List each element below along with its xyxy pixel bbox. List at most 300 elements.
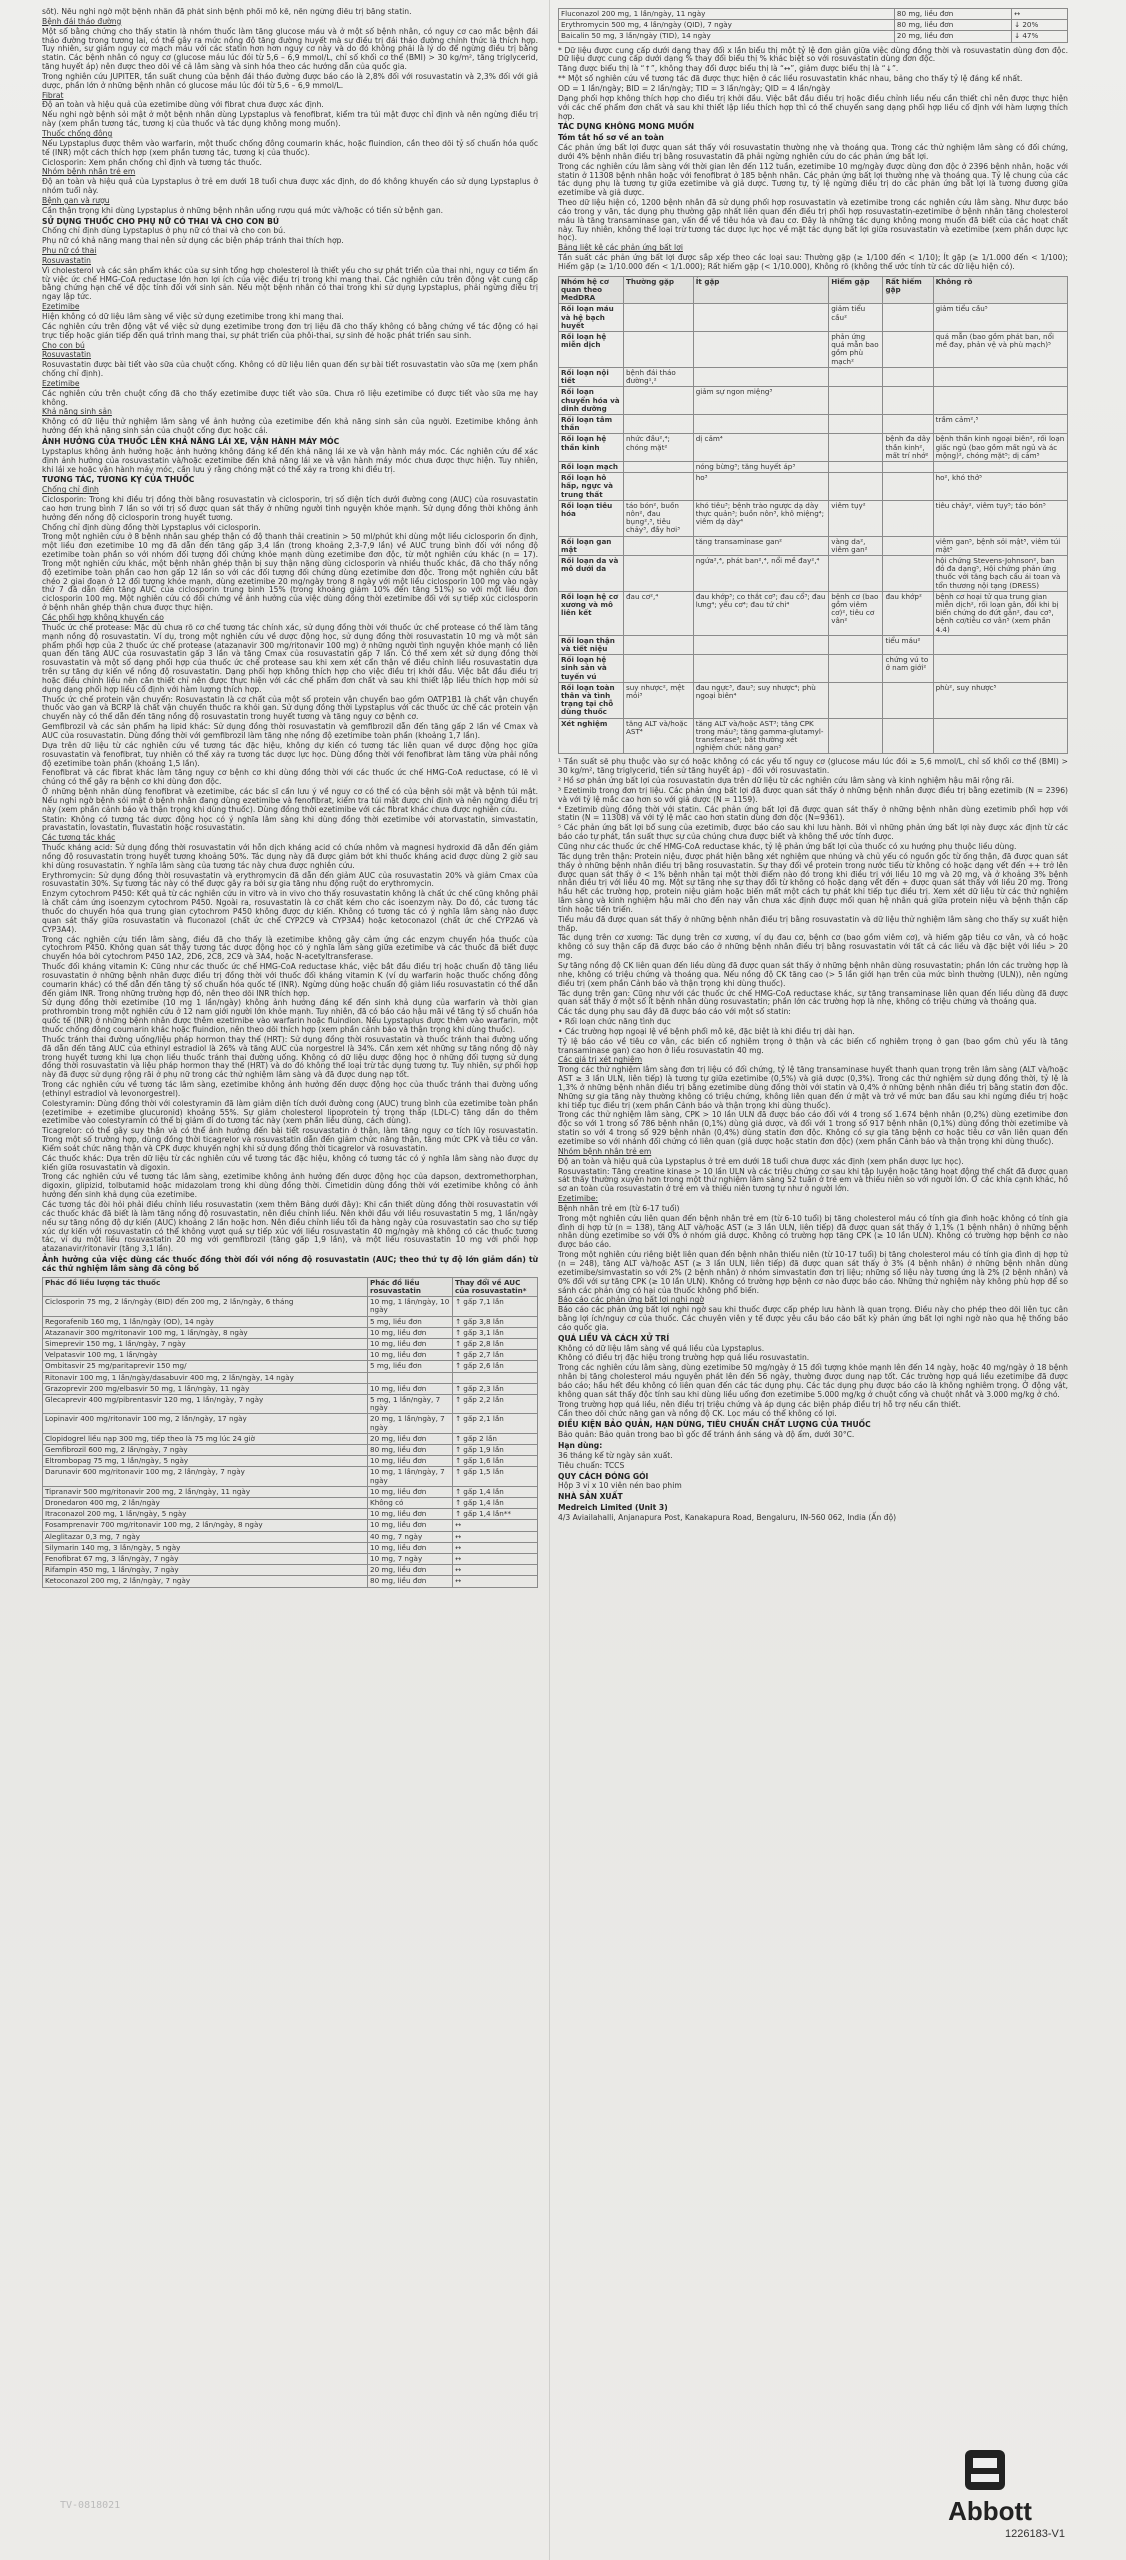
section-heading: QUÁ LIỀU VÀ CÁCH XỬ TRÍ xyxy=(558,1333,670,1343)
table-cell xyxy=(624,655,694,683)
section-heading: Ảnh hưởng của việc dùng các thuốc đồng thời đối với nồng độ rosuvastatin (AUC; theo thứ tự độ lớn giảm dần) từ các thử nghiệm lâm sàng đã công bố xyxy=(42,1255,538,1273)
table-cell: nóng bừng³; tăng huyết áp³ xyxy=(693,461,828,472)
body-paragraph: Gemfibrozil và các sản phẩm hạ lipid khác: Sử dụng đồng thời rosuvastatin và gemfibrozil dẫn đến tăng gấp 2 lần về Cmax và AUC của rosuvastatin. Dùng đồng thời với gemfibrozil làm tăng nhẹ nồng độ ezetimibe toàn phần (khoảng 1,7 lần). xyxy=(42,722,538,740)
table-header-cell: Thường gặp xyxy=(624,276,694,304)
table-row xyxy=(559,332,1068,368)
table-cell: Ciclosporin 75 mg, 2 lần/ngày (BID) đến 200 mg, 2 lần/ngày, 6 tháng xyxy=(43,1297,368,1316)
table-cell: 10 mg, liều đơn xyxy=(368,1383,453,1394)
table-cell xyxy=(693,414,828,433)
table-cell: ↑ gấp 2,6 lần xyxy=(453,1361,538,1372)
table-row xyxy=(43,1327,538,1338)
table-cell: ↑ gấp 1,4 lần xyxy=(453,1486,538,1497)
table-cell: 10 mg, 1 lần/ngày, 7 ngày xyxy=(368,1467,453,1486)
subsection-heading: Cho con bú xyxy=(42,340,85,350)
table-row xyxy=(43,1350,538,1361)
body-paragraph: Tiểu máu đã được quan sát thấy ở những bệnh nhân điều trị bằng rosuvastatin và dữ liệu thử nghiệm lâm sàng cho thấy sự xuất hiện thấp. xyxy=(558,914,1068,933)
ddi-table xyxy=(42,1277,538,1588)
body-paragraph: OD = 1 lần/ngày; BID = 2 lần/ngày; TID = 3 lần/ngày; QID = 4 lần/ngày xyxy=(558,83,831,93)
table-cell: ↑ gấp 1,4 lần** xyxy=(453,1509,538,1520)
table-cell: tăng ALT và/hoặc AST³; tăng CPK trong máu³; tăng gamma-glutamyl-transferase³; bất thường xét nghiệm chức năng gan³ xyxy=(693,718,828,754)
subsection-heading: Bảng liệt kê các phản ứng bất lợi xyxy=(558,243,683,253)
subsection-heading: Phụ nữ có thai xyxy=(42,246,97,256)
right-text-block-b xyxy=(558,758,1068,1522)
table-cell: ↑ gấp 3,8 lần xyxy=(453,1316,538,1327)
table-cell: 80 mg, liều đơn xyxy=(368,1576,453,1587)
table-row xyxy=(43,1383,538,1394)
table-cell: Atazanavir 300 mg/ritonavir 100 mg, 1 lần/ngày, 8 ngày xyxy=(43,1327,368,1338)
table-header-cell: Nhóm hệ cơ quan theo MedDRA xyxy=(559,276,624,304)
table-cell: Darunavir 600 mg/ritonavir 100 mg, 2 lần/ngày, 7 ngày xyxy=(43,1467,368,1486)
body-paragraph: Nếu Lypstaplus được thêm vào warfarin, một thuốc chống đông coumarin khác, hoặc fluindion, cần theo dõi tỷ số chuẩn hóa quốc tế (INR) một cách thích hợp (xem phần tương tác, tương kị của thuốc). xyxy=(42,138,538,157)
table-cell: hội chứng Stevens-Johnson², ban đỏ đa dạng⁵, Hội chứng phản ứng thuốc với tăng bạch cầu ái toan và tổn thương nội tạng (DRESS) xyxy=(933,555,1067,591)
table-cell xyxy=(829,461,883,472)
table-cell: Glecaprevir 400 mg/pibrentasvir 120 mg, 1 lần/ngày, 7 ngày xyxy=(43,1394,368,1413)
body-paragraph: Lypstaplus không ảnh hưởng hoặc ảnh hưởng không đáng kể đến khả năng lái xe và vận hành máy móc. Các nghiên cứu để xác định ảnh hưởng của rosuvastatin và/hoặc ezetimibe đến khả năng lái xe và vận hành máy móc chưa được thực hiện. Tuy nhiên, khi lái xe hoặc vận hành máy móc, cần lưu ý rằng chóng mặt có thể xảy ra trong khi điều trị. xyxy=(42,446,538,474)
body-paragraph: * Dữ liệu được cung cấp dưới dạng thay đổi x lần biểu thị một tỷ lệ đơn giản giữa việc dùng đồng thời và rosuvastatin dùng đơn độc. Dữ liệu được cung cấp dưới dạng % thay đổi biểu thị % khác biệt so với rosuvastatin dùng đơn độc. xyxy=(558,45,1068,64)
table-header-row xyxy=(43,1277,538,1296)
table-cell: tăng ALT và/hoặc AST⁴ xyxy=(624,718,694,754)
table-cell xyxy=(829,367,883,386)
table-row xyxy=(43,1509,538,1520)
table-cell: giảm tiểu cầu² xyxy=(829,304,883,332)
table-cell xyxy=(693,367,828,386)
body-paragraph: Báo cáo các phản ứng bất lợi nghi ngờ sau khi thuốc được cấp phép lưu hành là quan trọng. Điều này cho phép theo dõi liên tục cân bằng lợi ích/nguy cơ của thuốc. Các chuyên viên y tế được yêu cầu báo cáo bất kỳ phản ứng bất lợi nghi ngờ nào qua hệ thống báo cáo quốc gia. xyxy=(558,1305,1068,1332)
table-cell: Rối loạn hệ cơ xương và mô liên kết xyxy=(559,591,624,635)
table-cell xyxy=(624,473,694,501)
body-paragraph: Bảo quản: Bảo quản trong bao bì gốc để tránh ánh sáng và độ ẩm, dưới 30°C. xyxy=(558,1430,855,1440)
table-cell: ho², khó thở⁵ xyxy=(933,473,1067,501)
table-cell: 10 mg, liều đơn xyxy=(368,1509,453,1520)
abbott-logo xyxy=(915,2448,1065,2548)
table-cell xyxy=(624,304,694,332)
table-row xyxy=(559,500,1068,536)
section-heading: TÁC DỤNG KHÔNG MONG MUỐN xyxy=(558,122,695,132)
ddi-table-continued xyxy=(558,8,1068,43)
table-cell: táo bón², buồn nôn², đau bụng²,³, tiêu chảy³, đầy hơi³ xyxy=(624,500,694,536)
subsection-heading: Các giá trị xét nghiệm xyxy=(558,1055,643,1065)
body-paragraph: Tỷ lệ báo cáo về tiêu cơ vân, các biến cố nghiêm trọng ở thận và các biến cố nghiêm trọng ở gan (bao gồm chủ yếu là tăng transaminase gan) cao hơn ở liều rosuvastatin 40 mg. xyxy=(558,1036,1068,1055)
body-paragraph: Thuốc ức chế protease: Mặc dù chưa rõ cơ chế tương tác chính xác, sử dụng đồng thời với thuốc ức chế protease có thể làm tăng mạnh nồng độ rosuvastatin. Ví dụ, trong một nghiên cứu về dược động học, sử dụng đồng thời rosuvastatin 10 mg và một sản phẩm phối hợp của 2 thuốc ức chế protease (atazanavir 300 mg/ritonavir 100 mg) ở những người tình nguyện khỏe mạnh có liên quan đến tăng AUC của rosuvastatin gấp 3 lần và tăng Cmax của rosuvastatin gấp 7 lần. Có thể xem xét sử dụng đồng thời rosuvastatin và một số dạng phối hợp của thuốc ức chế protease sau khi xem xét cẩn thận về điều chỉnh liều rosuvastatin dựa trên sự tăng dự kiến về nồng độ rosuvastatin. Dạng phối hợp không thích hợp cho việc điều trị khởi đầu. Việc bắt đầu điều trị hoặc điều chỉnh liều nên căn thiết chỉ nên được thực hiện với các chế phẩm đơn chất và sau khi thiết lập liều thích hợp mới sử dụng dạng phối hợp liều cố định với hàm lượng thích hợp. xyxy=(42,622,538,694)
table-cell: Rối loạn máu và hệ bạch huyết xyxy=(559,304,624,332)
body-paragraph: Nếu nghi ngờ bệnh sỏi mật ở một bệnh nhân dùng Lypstaplus và fenofibrat, kiểm tra túi mật được chỉ định và nên ngừng điều trị này (xem phần tương tác, tương kị của thuốc và tác dụng không mong muốn). xyxy=(42,110,538,129)
table-cell: Rối loạn hệ sinh sản và tuyến vú xyxy=(559,655,624,683)
table-cell: 20 mg, liều đơn xyxy=(894,31,1011,42)
table-row xyxy=(559,718,1068,754)
table-cell: ↑ gấp 1,4 lần xyxy=(453,1498,538,1509)
body-paragraph: Rosuvastatin: Tăng creatine kinase > 10 lần ULN và các triệu chứng cơ sau khi tập luyện hoặc tăng hoạt động thể chất đã được quan sát thấy thường xuyên hơn trong một thử nghiệm lâm sàng 52 tuần ở trẻ em và thiếu niên so với người lớn. Ở các khía cạnh khác, hồ sơ an toàn của rosuvastatin ở trẻ em và thiếu niên tương tự như ở người lớn. xyxy=(558,1166,1068,1194)
subsection-heading: Bệnh gan và rượu xyxy=(42,195,110,205)
body-paragraph: Tiêu chuẩn: TCCS xyxy=(558,1460,625,1470)
table-row xyxy=(43,1520,538,1531)
table-cell: ↔ xyxy=(453,1554,538,1565)
section-heading: ẢNH HƯỞNG CỦA THUỐC LÊN KHẢ NĂNG LÁI XE, VẬN HÀNH MÁY MÓC xyxy=(42,436,340,446)
table-cell xyxy=(883,682,933,718)
table-cell xyxy=(624,555,694,591)
abbott-logo-icon xyxy=(963,2448,1007,2492)
table-row xyxy=(559,536,1068,555)
table-cell: Ombitasvir 25 mg/paritaprevir 150 mg/ xyxy=(43,1361,368,1372)
table-cell xyxy=(933,718,1067,754)
table-cell: giảm sự ngon miệng³ xyxy=(693,387,828,415)
table-row xyxy=(43,1498,538,1509)
body-paragraph: Trong các nghiên cứu về tương tác lâm sàng, ezetimibe không ảnh hưởng đến dược động học của dapson, dextromethorphan, digoxin, glipizid, tolbutamid hoặc midazolam trong khi dùng đồng thời. Cimetidin dùng đồng thời với ezetimibe không có ảnh hưởng đến sinh khả dụng của ezetimibe. xyxy=(42,1172,538,1200)
body-paragraph: Theo dữ liệu hiện có, 1200 bệnh nhân đã sử dụng phối hợp rosuvastatin và ezetimibe trong các nghiên cứu lâm sàng. Như được báo cáo trong y văn, tác dụng phụ thường gặp nhất liên quan đến điều trị phối hợp rosuvastatin-ezetimibe ở bệnh nhân tăng cholesterol máu là tăng transaminase gan, vấn đề về tiêu hóa và đau cơ. Đây là những tác dụng không mong muốn đã biết của các hoạt chất này. Tuy nhiên, không thể loại trừ tương tác dược lực học về mặt tác dụng bất lợi giữa rosuvastatin và ezetimibe (xem phần dược lực học). xyxy=(558,198,1068,243)
body-paragraph: Các thuốc khác: Dựa trên dữ liệu từ các nghiên cứu về tương tác đặc hiệu, không có tương tác có ý nghĩa lâm sàng nào được dự kiến giữa rosuvastatin và digoxin. xyxy=(42,1153,538,1172)
table-cell: Eltrombopag 75 mg, 1 lần/ngày, 5 ngày xyxy=(43,1456,368,1467)
body-paragraph: Thuốc ức chế protein vận chuyển: Rosuvastatin là cơ chất của một số protein vận chuyển bao gồm OATP1B1 là chất vận chuyển thuốc vào gan và BCRP là chất vận chuyển thuốc ra khỏi gan. Sử dụng đồng thời Lypstaplus với các thuốc ức chế các protein vận chuyển này có thể dẫn đến tăng nồng độ rosuvastatin trong huyết tương và tăng nguy cơ bệnh cơ. xyxy=(42,694,538,722)
table-cell: ↑ gấp 3,1 lần xyxy=(453,1327,538,1338)
table-row xyxy=(559,31,1068,42)
body-paragraph: Không có dữ liệu thử nghiệm lâm sàng về ảnh hưởng của ezetimibe đến khả năng sinh sản của người. Ezetimibe không ảnh hưởng đến khả năng sinh sản của chuột cống đực hoặc cái. xyxy=(42,417,538,436)
table-cell: 80 mg, liều đơn xyxy=(368,1445,453,1456)
body-paragraph: Không có điều trị đặc hiệu trong trường hợp quá liều rosuvastatin. xyxy=(558,1353,810,1363)
table-cell: phù², suy nhược⁵ xyxy=(933,682,1067,718)
body-paragraph: 4/3 Aviailahalli, Anjanapura Post, Kanakapura Road, Bengaluru, IN-560 062, India (Ấn độ) xyxy=(558,1512,897,1522)
body-paragraph: Trong một nghiên cứu riêng biệt liên quan đến bệnh nhân thiếu niên (từ 10-17 tuổi) bị tăng cholesterol máu có tính gia đình dị hợp tử (n = 248), tăng ALT và/hoặc AST (≥ 3 lần ULN, liên tiếp) đã được quan sát thấy ở 3% (4 bệnh nhân) ở những bệnh nhân dùng ezetimibe/simvastatin so với 2% (2 bệnh nhân) ở nhóm simvastatin đơn trị liệu; những số liệu này tương ứng là 2% (2 bệnh nhân) và 0% đối với sự tăng CPK (≥ 10 lần ULN). Không có trường hợp bệnh cơ nào được báo cáo. Những thử nghiệm này không phù hợp để so sánh các phản ứng có hại của thuốc không phổ biến. xyxy=(558,1250,1068,1295)
table-cell xyxy=(883,387,933,415)
table-cell: Rối loạn chuyển hóa và dinh dưỡng xyxy=(559,387,624,415)
table-cell: Fenofibrat 67 mg, 3 lần/ngày, 7 ngày xyxy=(43,1554,368,1565)
body-paragraph: Ở những bệnh nhân dùng fenofibrat và ezetimibe, các bác sĩ cần lưu ý về nguy cơ có thể có của bệnh sỏi mật và bệnh túi mật. Nếu nghi ngờ bệnh sỏi mật ở bệnh nhân đang dùng ezetimibe và fenofibrat, kiểm tra túi mật được chỉ định và nên ngừng điều trị này (xem phần cảnh báo và thận trọng khi dùng thuốc). Dùng đồng thời ezetimibe với các fibrat khác chưa được nghiên cứu. xyxy=(42,787,538,814)
table-cell: Rối loạn mạch xyxy=(559,461,624,472)
table-cell: viêm gan⁵, bệnh sỏi mật⁵, viêm túi mật⁵ xyxy=(933,536,1067,555)
table-cell xyxy=(933,367,1067,386)
table-row xyxy=(43,1316,538,1327)
table-cell: Silymarin 140 mg, 3 lần/ngày, 5 ngày xyxy=(43,1542,368,1553)
table-cell: Gemfibrozil 600 mg, 2 lần/ngày, 7 ngày xyxy=(43,1445,368,1456)
table-cell: tiêu chảy², viêm tụy⁵; táo bón⁵ xyxy=(933,500,1067,536)
table-cell: ↑ gấp 1,5 lần xyxy=(453,1467,538,1486)
table-row xyxy=(559,682,1068,718)
table-row xyxy=(43,1542,538,1553)
body-paragraph: Thuốc tránh thai đường uống/liệu pháp hormon thay thế (HRT): Sử dụng đồng thời rosuvastatin và thuốc tránh thai đường uống đã dẫn đến tăng AUC của ethinyl estradiol là 26% và tăng AUC của norgestrel là 34%. Cần xem xét những sự tăng nồng độ này trong huyết tương khi lựa chọn liều thuốc tránh thai đường uống. Không có dữ liệu dược động học ở những đối tượng sử dụng đồng thời rosuvastatin và liệu pháp hormon thay thế (HRT) và do đó không thể loại trừ tác dụng tương tự. Tuy nhiên, sự phối hợp này đã được sử dụng rộng rãi ở phụ nữ trong các thử nghiệm lâm sàng và đã được dung nạp tốt. xyxy=(42,1034,538,1080)
table-row xyxy=(43,1361,538,1372)
left-text-block xyxy=(42,8,538,1274)
body-paragraph: Phụ nữ có khả năng mang thai nên sử dụng các biện pháp tránh thai thích hợp. xyxy=(42,236,344,246)
table-cell: Rối loạn da và mô dưới da xyxy=(559,555,624,591)
table-cell: ↑ gấp 2,2 lần xyxy=(453,1394,538,1413)
table-cell: vàng da², viêm gan² xyxy=(829,536,883,555)
body-paragraph: Tác dụng trên cơ xương: Tác dụng trên cơ xương, ví dụ đau cơ, bệnh cơ (bao gồm viêm cơ), và hiếm gặp tiêu cơ vân, và có hoặc không có suy thận cấp đã được báo cáo ở những bệnh nhân điều trị bằng rosuvastatin với tất cả các liều và đặc biệt với liều > 20 mg. xyxy=(558,933,1068,961)
table-cell: Tipranavir 500 mg/ritonavir 200 mg, 2 lần/ngày, 11 ngày xyxy=(43,1486,368,1497)
table-row xyxy=(43,1414,538,1433)
body-paragraph: 36 tháng kể từ ngày sản xuất. xyxy=(558,1450,673,1460)
subsection-heading: Các tương tác khác xyxy=(42,833,116,843)
body-paragraph: Không có dữ liệu lâm sàng về quá liều của Lypstaplus. xyxy=(558,1343,765,1353)
body-paragraph: Các nghiên cứu trên động vật về việc sử dụng ezetimibe trong đơn trị liệu đã cho thấy không có bằng chứng về tác động có hại trực tiếp hoặc gián tiếp đến quá trình mang thai, sự phát triển của phôi-thai, sự sinh đẻ hoặc phát triển sau sinh. xyxy=(42,321,538,340)
table-cell xyxy=(883,367,933,386)
body-paragraph: Trong các nghiên cứu lâm sàng, dùng ezetimibe 50 mg/ngày ở 15 đối tượng khỏe mạnh lên đến 14 ngày, hoặc 40 mg/ngày ở 18 bệnh nhân bị tăng cholesterol máu nguyên phát lên đến 56 ngày, thường được dung nạp tốt. Các trường hợp quá liều ezetimibe đã được báo cáo; hầu hết đều không có liên quan đến các tác dụng phụ. Các tác dụng phụ được báo cáo là không nghiêm trọng. Ở động vật, không quan sát thấy độc tính sau khi dùng liều uống đơn ezetimibe 5.000 mg/kg ở chuột cống và chuột nhắt và 3.000 mg/kg ở chó. xyxy=(558,1363,1068,1399)
body-paragraph: Trong nghiên cứu JUPITER, tần suất chung của bệnh đái tháo đường được báo cáo là 2,8% đối với rosuvastatin và 2,3% đối với giả dược, phần lớn ở những bệnh nhân có glucose máu lúc đói từ 5,6 – 6,9 mmol/L. xyxy=(42,71,538,90)
subsection-heading: Báo cáo các phản ứng bất lợi nghi ngờ xyxy=(558,1295,704,1305)
subsection-heading: Khả năng sinh sản xyxy=(42,407,112,417)
table-cell: 80 mg, liều đơn xyxy=(894,20,1011,31)
table-cell: Clopidogrel liều nạp 300 mg, tiếp theo là 75 mg lúc 24 giờ xyxy=(43,1433,368,1444)
body-paragraph: Erythromycin: Sử dụng đồng thời rosuvastatin và erythromycin đã dẫn đến giảm AUC của rosuvastatin 20% và giảm Cmax của rosuvastatin 30%. Sự tương tác này có thể được gây ra bởi sự gia tăng nhu động ruột do erythromycin. xyxy=(42,870,538,889)
body-paragraph: Trong các nghiên cứu lâm sàng với thời gian lên đến 112 tuần, ezetimibe 10 mg/ngày được dùng đơn độc ở 2396 bệnh nhân, hoặc với statin ở 11308 bệnh nhân hoặc với fenofibrat ở 185 bệnh nhân. Các phản ứng bất lợi thường nhẹ và thoáng qua. Tỷ lệ chung của các tác dụng phụ là tương tự giữa ezetimibe và giả dược. Tương tự, tỷ lệ ngừng điều trị do các phản ứng bất lợi là tương đương giữa ezetimibe và giả dược. xyxy=(558,161,1068,198)
table-cell: Không có xyxy=(368,1498,453,1509)
table-cell: ↑ gấp 7,1 lần xyxy=(453,1297,538,1316)
body-paragraph: Hiện không có dữ liệu lâm sàng về việc sử dụng ezetimibe trong khi mang thai. xyxy=(42,312,344,321)
body-paragraph: Tác dụng trên thận: Protein niệu, được phát hiện bằng xét nghiệm que nhúng và chủ yếu có nguồn gốc từ ống thận, đã được quan sát thấy ở những bệnh nhân điều trị bằng rosuvastatin. Sự thay đổi về protein trong nước tiểu từ không có hoặc dạng vết đến ++ trở lên được quan sát thấy ở < 1% bệnh nhân tại một thời điểm nào đó trong khi điều trị với liều 10 mg và 20 mg, và ở khoảng 3% bệnh nhân điều trị với liều 40 mg. Một sự tăng nhẹ sự thay đổi từ không có hoặc dạng vết đến + được quan sát thấy với liều 20 mg. Trong hầu hết các trường hợp, protein niệu giảm hoặc biến mất một cách tự phát khi tiếp tục điều trị. Xem xét dữ liệu từ các thử nghiệm lâm sàng và kinh nghiệm hậu mãi cho đến nay vẫn chưa xác định được mối quan hệ nhân quả giữa protein niệu và bệnh thận cấp tính hoặc tiến triển. xyxy=(558,851,1068,914)
body-paragraph: Hộp 3 vỉ x 10 viên nén bao phim xyxy=(558,1481,682,1491)
body-paragraph: Một số bằng chứng cho thấy statin là nhóm thuốc làm tăng glucose máu và ở một số bệnh nhân, có nguy cơ cao mắc bệnh đái tháo đường trong tương lai, có thể gây ra mức nồng độ tăng đường huyết mà sự điều trị đái tháo đường chính thức là thích hợp. Tuy nhiên, sự giảm nguy cơ mạch máu với các statin hơn hơn nguy cơ này và do đó không phải là lý do để ngừng điều trị bằng statin. Các bệnh nhân có nguy cơ (glucose máu lúc đói từ 5,6 – 6,9 mmol/L, chỉ số khối cơ thể (BMI) > 30 kg/m², tăng triglycerid, tăng huyết áp) nên được theo dõi về cả lâm sàng và sinh hóa theo các hướng dẫn của quốc gia. xyxy=(42,26,538,72)
body-paragraph: Chống chỉ định dùng đồng thời Lypstaplus với ciclosporin. xyxy=(42,522,261,532)
table-cell xyxy=(883,461,933,472)
table-row xyxy=(559,367,1068,386)
table-header-cell: Phác đồ liều rosuvastatin xyxy=(368,1277,453,1296)
table-row xyxy=(43,1297,538,1316)
table-cell: dị cảm⁴ xyxy=(693,434,828,462)
table-cell: 20 mg, liều đơn xyxy=(368,1433,453,1444)
table-cell: Dronedaron 400 mg, 2 lần/ngày xyxy=(43,1498,368,1509)
body-paragraph: Trong các nghiên cứu tiền lâm sàng, điều đã cho thấy là ezetimibe không gây cảm ứng các enzym chuyển hóa thuốc của cytochrom P450. Không quan sát thấy tương tác dược động học có ý nghĩa lâm sàng giữa ezetimibe và các thuốc đã biết được chuyển hóa bởi cytochrom P450 1A2, 2D6, 2C8, 2C9 và 3A4, hoặc N-acetyltransferase. xyxy=(42,934,538,962)
table-cell: tiểu máu² xyxy=(883,635,933,654)
table-cell: Simeprevir 150 mg, 1 lần/ngày, 7 ngày xyxy=(43,1338,368,1349)
table-row xyxy=(559,461,1068,472)
table-cell xyxy=(693,304,828,332)
subsection-heading: Rosuvastatin xyxy=(42,255,91,265)
table-cell: Rối loạn gan mật xyxy=(559,536,624,555)
body-paragraph: Dựa trên dữ liệu từ các nghiên cứu về tương tác đặc hiệu, không dự kiến có tương tác liên quan về dược động học giữa rosuvastatin và fenofibrat, tuy nhiên có thể xảy ra tương tác dược lực học. Dùng đồng thời với fenofibrat làm tăng vừa phải nồng độ ezetimibe toàn phần (khoảng 1,5 lần). xyxy=(42,740,538,768)
table-cell xyxy=(883,304,933,332)
table-cell: ↑ gấp 2,1 lần xyxy=(453,1414,538,1433)
body-paragraph: Sử dụng đồng thời ezetimibe (10 mg 1 lần/ngày) không ảnh hưởng đáng kể đến sinh khả dụng của warfarin và thời gian prothrombin trong một nghiên cứu ở 12 nam giới người lớn khỏe mạnh. Tuy nhiên, đã có báo cáo hậu mãi về tăng tỷ số chuẩn hóa quốc tế (INR) ở những bệnh nhân được thêm ezetimibe vào warfarin hoặc fluindion. Nếu Lypstaplus được thêm vào warfarin, một thuốc chống đông coumarin khác hoặc fluindion, nên theo dõi thích hợp (xem phần cảnh báo và thận trọng khi dùng thuốc). xyxy=(42,998,538,1034)
table-cell: phản ứng quá mẫn bao gồm phù mạch² xyxy=(829,332,883,368)
left-column xyxy=(42,8,538,2548)
table-row xyxy=(43,1456,538,1467)
table-cell: Velpatasvir 100 mg, 1 lần/ngày xyxy=(43,1350,368,1361)
table-cell: chứng vú to ở nam giới² xyxy=(883,655,933,683)
table-cell: 10 mg, liều đơn xyxy=(368,1542,453,1553)
table-cell xyxy=(624,414,694,433)
table-cell xyxy=(933,387,1067,415)
body-paragraph: Cần thận trọng khi dùng Lypstaplus ở những bệnh nhân uống rượu quá mức và/hoặc có tiền sử bệnh gan. xyxy=(42,205,444,215)
table-cell xyxy=(829,555,883,591)
table-row xyxy=(559,20,1068,31)
table-cell: quá mẫn (bao gồm phát ban, nổi mề đay, phản vệ và phù mạch)⁵ xyxy=(933,332,1067,368)
body-paragraph: Tần suất các phản ứng bất lợi được sắp xếp theo các loại sau: Thường gặp (≥ 1/100 đến < 1/10); Ít gặp (≥ 1/1.000 đến < 1/100); Hiếm gặp (≥ 1/10.000 đến < 1/1.000); Rất hiếm gặp (< 1/10.000), Không rõ (không thể ước tính từ các dữ liệu hiện có). xyxy=(558,253,1068,272)
table-row xyxy=(43,1338,538,1349)
table-cell: Erythromycin 500 mg, 4 lần/ngày (QID), 7 ngày xyxy=(559,20,895,31)
section-heading: Hạn dùng: xyxy=(558,1441,603,1451)
subsection-heading: Nhóm bệnh nhân trẻ em xyxy=(42,167,136,177)
table-cell: 10 mg, 7 ngày xyxy=(368,1554,453,1565)
table-cell: ho³ xyxy=(693,473,828,501)
table-cell: viêm tụy² xyxy=(829,500,883,536)
table-cell: ↔ xyxy=(453,1520,538,1531)
body-paragraph: Trong một nghiên cứu liên quan đến bệnh nhân trẻ em (từ 6-10 tuổi) bị tăng cholesterol máu có tính gia đình hoặc không có tính gia đình dị hợp tử (n = 138), tăng ALT và/hoặc AST (≥ 3 lần ULN, liên tiếp) đã được quan sát thấy ở 1,1% (1 bệnh nhân) ở những bệnh nhân dùng ezetimibe so với 0% ở nhóm giả dược. Không có trường hợp tăng CPK (≥ 10 lần ULN). Không có trường hợp bệnh cơ nào được báo cáo. xyxy=(558,1213,1068,1250)
table-cell: Xét nghiệm xyxy=(559,718,624,754)
table-cell: bệnh thần kinh ngoại biên², rối loạn giấc ngủ (bao gồm mất ngủ và ác mộng)², chóng mặt⁵; dị cảm⁵ xyxy=(933,434,1067,462)
table-row xyxy=(559,655,1068,683)
table-row xyxy=(43,1372,538,1383)
table-cell: ↑ gấp 2,3 lần xyxy=(453,1383,538,1394)
table-cell xyxy=(829,682,883,718)
table-row xyxy=(43,1565,538,1576)
table-cell: trầm cảm²,⁵ xyxy=(933,414,1067,433)
table-cell: ↓ 47% xyxy=(1012,31,1068,42)
table-cell xyxy=(829,655,883,683)
body-paragraph: Trong trường hợp quá liều, nên điều trị triệu chứng và áp dụng các biện pháp điều trị hỗ trợ nếu cần thiết. xyxy=(558,1399,961,1409)
body-paragraph: Enzym cytochrom P450: Kết quả từ các nghiên cứu in vitro và in vivo cho thấy rosuvastatin không là chất ức chế cũng không phải là chất cảm ứng isoenzym cytochrom P450. Ngoài ra, rosuvastatin là cơ chất kém cho các isoenzym này. Do đó, các tương tác thuốc do chuyển hóa qua trung gian cytochrom P450 không được dự kiến. Không có tương tác có ý nghĩa lâm sàng nào được quan sát thấy giữa rosuvastatin và fluconazol (chất ức chế CYP2C9 và CYP3A4) hoặc ketoconazol (chất ức chế CYP2A6 và CYP3A4). xyxy=(42,889,538,934)
table-row xyxy=(43,1531,538,1542)
print-code: TV-0818021 xyxy=(60,2500,121,2511)
table-cell: khó tiêu³; bệnh trào ngược dạ dày thực quản³; buồn nôn³, khô miệng⁴; viêm dạ dày⁴ xyxy=(693,500,828,536)
table-cell xyxy=(624,332,694,368)
table-cell: Rối loạn hệ thần kinh xyxy=(559,434,624,462)
table-cell: 10 mg, 1 lần/ngày, 10 ngày xyxy=(368,1297,453,1316)
section-heading: TƯƠNG TÁC, TƯƠNG KỴ CỦA THUỐC xyxy=(42,475,195,485)
body-paragraph: Colestyramin: Dùng đồng thời với colestyramin đã làm giảm diện tích dưới đường cong (AUC) trung bình của ezetimibe toàn phần (ezetimibe + ezetimibe glucuronid) khoảng 55%. Sự giảm cholesterol lipoprotein tỷ trọng thấp (LDL-C) tăng dần do thêm ezetimibe vào colestyramin có thể bị giảm đi do tương tác này (xem phần liều dùng, cách dùng). xyxy=(42,1098,538,1126)
table-cell xyxy=(829,635,883,654)
body-paragraph: Các phản ứng bất lợi được quan sát thấy với rosuvastatin thường nhẹ và thoáng qua. Trong các thử nghiệm lâm sàng có đối chứng, dưới 4% bệnh nhân điều trị bằng rosuvastatin đã phải ngừng nghiên cứu do các phản ứng bất lợi. xyxy=(558,143,1068,161)
table-cell: Regorafenib 160 mg, 1 lần/ngày (OD), 14 ngày xyxy=(43,1316,368,1327)
body-paragraph: Tác dụng trên gan: Cũng như với các thuốc ức chế HMG-CoA reductase khác, sự tăng transaminase liên quan đến liều dùng đã được quan sát thấy ở một số ít bệnh nhân dùng rosuvastatin; phần lớn các trường hợp là nhẹ, không có triệu chứng và thoáng qua. xyxy=(558,988,1068,1007)
table-cell: ↑ gấp 1,9 lần xyxy=(453,1445,538,1456)
table-header-cell: Rất hiếm gặp xyxy=(883,276,933,304)
table-cell: Ketoconazol 200 mg, 2 lần/ngày, 7 ngày xyxy=(43,1576,368,1587)
table-cell: Itraconazol 200 mg, 1 lần/ngày, 5 ngày xyxy=(43,1509,368,1520)
body-paragraph: Bệnh nhân trẻ em (từ 6-17 tuổi) xyxy=(558,1203,680,1213)
table-cell xyxy=(829,473,883,501)
body-paragraph: Các tương tác đòi hỏi phải điều chỉnh liều rosuvastatin (xem thêm Bảng dưới đây): Khi cần thiết dùng đồng thời rosuvastatin với các thuốc khác đã biết là làm tăng nồng độ rosuvastatin, nên điều chỉnh liều. Nên khởi đầu với liều rosuvastatin 5 mg, 1 lần/ngày nếu sự tăng nồng độ dự kiến (AUC) khoảng 2 lần hoặc hơn. Nên điều chỉnh liều tối đa hàng ngày của rosuvastatin sao cho sự tiếp xúc dự kiến với rosuvastatin có thể không vượt quá sự tiếp xúc với liều rosuvastatin 40 mg/ngày mà không có các thuốc tương tác, ví dụ một liều rosuvastatin 20 mg với gemfibrozil (tăng gấp 1,9 lần), và một liều rosuvastatin 10 mg với phối hợp atazanavir/ritonavir (tăng 3,1 lần). xyxy=(42,1200,538,1254)
table-cell: 10 mg, liều đơn xyxy=(368,1520,453,1531)
table-cell: ↔ xyxy=(453,1565,538,1576)
table-cell: Rối loạn hệ miễn dịch xyxy=(559,332,624,368)
table-cell: 10 mg, liều đơn xyxy=(368,1486,453,1497)
table-cell xyxy=(933,655,1067,683)
table-cell: 20 mg, liều đơn xyxy=(368,1565,453,1576)
table-row xyxy=(559,635,1068,654)
table-row xyxy=(559,414,1068,433)
body-paragraph: Tăng được biểu thị là “↑”, không thay đổi được biểu thị là “↔”, giảm được biểu thị là “↓”. xyxy=(558,64,899,74)
table-cell: 5 mg, 1 lần/ngày, 7 ngày xyxy=(368,1394,453,1413)
table-cell xyxy=(883,500,933,536)
table-cell: Lopinavir 400 mg/ritonavir 100 mg, 2 lần/ngày, 17 ngày xyxy=(43,1414,368,1433)
body-paragraph: ¹ Tần suất sẽ phụ thuộc vào sự có hoặc không có các yếu tố nguy cơ (glucose máu lúc đói ≥ 5,6 mmol/L, chỉ số khối cơ thể (BMI) > 30 kg/m², tăng triglycerid, tiền sử tăng huyết áp) - đối với rosuvastatin. xyxy=(558,757,1068,776)
body-paragraph: Sự tăng nồng độ CK liên quan đến liều dùng đã được quan sát thấy ở những bệnh nhân dùng rosuvastatin; phần lớn các trường hợp là nhẹ, không có triệu chứng và thoáng qua. Nếu nồng độ CK tăng cao (> 5 lần giới hạn trên của mức bình thường (ULN)), nên ngừng điều trị (xem phần Cảnh báo và thận trọng khi dùng thuốc). xyxy=(558,960,1068,988)
body-paragraph: Các nghiên cứu trên chuột cống đã cho thấy ezetimibe được tiết vào sữa. Chưa rõ liệu ezetimibe có được tiết vào sữa mẹ hay không. xyxy=(42,388,538,407)
table-cell: Grazoprevir 200 mg/elbasvir 50 mg, 1 lần/ngày, 11 ngày xyxy=(43,1383,368,1394)
section-heading: SỬ DỤNG THUỐC CHO PHỤ NỮ CÓ THAI VÀ CHO CON BÚ xyxy=(42,216,280,226)
body-paragraph: Statin: Không có tương tác dược động học có ý nghĩa lâm sàng khi dùng đồng thời ezetimibe với atorvastatin, simvastatin, pravastatin, lovastatin, fluvastatin hoặc rosuvastatin. xyxy=(42,814,538,833)
right-column xyxy=(558,8,1068,2548)
subsection-heading: Fibrat xyxy=(42,90,64,100)
body-paragraph: Độ an toàn và hiệu quả của ezetimibe dùng với fibrat chưa được xác định. xyxy=(42,100,324,110)
table-cell: đau cơ²,⁴ xyxy=(624,591,694,635)
body-paragraph: Rosuvastatin được bài tiết vào sữa của chuột cống. Không có dữ liệu liên quan đến sự bài tiết rosuvastatin vào sữa mẹ (xem phần chống chỉ định). xyxy=(42,360,538,379)
table-cell xyxy=(933,635,1067,654)
section-heading: Tóm tắt hồ sơ về an toàn xyxy=(558,133,664,143)
table-header-cell: Hiếm gặp xyxy=(829,276,883,304)
table-cell: 5 mg, liều đơn xyxy=(368,1361,453,1372)
body-paragraph: ⁵ Các phản ứng bất lợi bổ sung của ezetimib, được báo cáo sau khi lưu hành. Bởi vì những phản ứng bất lợi này được xác định từ các báo cáo tự phát, tần suất thực sự của chúng chưa được biết và không thể ước tính được. xyxy=(558,823,1068,842)
subsection-heading: Ezetimibe xyxy=(42,378,80,388)
table-cell: đau khớp³; co thắt cơ³; đau cổ³; đau lưng⁴; yếu cơ⁴; đau tứ chi⁴ xyxy=(693,591,828,635)
body-paragraph: sốt). Nếu nghi ngờ một bệnh nhân đã phát sinh bệnh phổi mô kẽ, nên ngừng điều trị bằng statin. xyxy=(42,8,412,16)
table-cell: 10 mg, liều đơn xyxy=(368,1338,453,1349)
table-cell xyxy=(933,461,1067,472)
adverse-reactions-table xyxy=(558,276,1068,755)
table-row xyxy=(559,555,1068,591)
body-paragraph: Độ an toàn và hiệu quả của Lypstaplus ở trẻ em dưới 18 tuổi chưa được xác định (xem phần dược lực học). xyxy=(558,1156,964,1166)
subsection-heading: Ezetimibe: xyxy=(558,1194,599,1204)
table-cell xyxy=(829,718,883,754)
subsection-heading: Thuốc chống đông xyxy=(42,128,113,138)
table-cell: bệnh cơ (bao gồm viêm cơ)², tiêu cơ vân² xyxy=(829,591,883,635)
table-row xyxy=(559,473,1068,501)
table-header-row xyxy=(559,276,1068,304)
body-paragraph: Trong các thử nghiệm lâm sàng đơn trị liệu có đối chứng, tỷ lệ tăng transaminase huyết thanh quan trọng trên lâm sàng (ALT và/hoặc AST ≥ 3 lần ULN, liên tiếp) là tương tự giữa ezetimibe (0,5%) và giả dược (0,3%). Trong các thử nghiệm sử dụng đồng thời, tỷ lệ là 1,3% ở những bệnh nhân điều trị bằng ezetimibe dùng đồng thời với statin và 0,4% ở những bệnh nhân điều trị bằng statin đơn độc. Những sự gia tăng này thường không có triệu chứng, không liên quan đến ứ mật và trở về mức ban đầu sau khi ngừng điều trị hoặc khi tiếp tục điều trị (xem phần Cảnh báo và thận trọng khi dùng thuốc). xyxy=(558,1065,1068,1110)
subsection-heading: Nhóm bệnh nhân trẻ em xyxy=(558,1146,652,1156)
table-cell: ↑ gấp 2 lần xyxy=(453,1433,538,1444)
right-text-block-a xyxy=(558,47,1068,272)
table-header-cell: Thay đổi về AUC của rosuvastatin* xyxy=(453,1277,538,1296)
table-cell xyxy=(829,387,883,415)
table-cell xyxy=(883,332,933,368)
table-row xyxy=(43,1554,538,1565)
table-cell: suy nhược², mệt mỏi³ xyxy=(624,682,694,718)
body-paragraph: Chống chỉ định dùng Lypstaplus ở phụ nữ có thai và cho con bú. xyxy=(42,226,286,236)
body-paragraph: ³ Ezetimib trong đơn trị liệu. Các phản ứng bất lợi đã được quan sát thấy ở những bệnh nhân được điều trị bằng ezetimib (N = 2396) và với tỷ lệ mắc cao hơn so với giả dược (N = 1159). xyxy=(558,785,1068,804)
table-cell xyxy=(883,555,933,591)
table-cell xyxy=(368,1372,453,1383)
table-cell: Baicalin 50 mg, 3 lần/ngày (TID), 14 ngày xyxy=(559,31,895,42)
body-paragraph: Cũng như các thuốc ức chế HMG-CoA reductase khác, tỷ lệ phản ứng bất lợi của thuốc có xu hướng phụ thuộc liều dùng. xyxy=(558,842,1017,852)
body-paragraph: Trong một nghiên cứu ở 8 bệnh nhân sau ghép thận có độ thanh thải creatinin > 50 ml/phút khi dùng một liều ciclosporin ổn định, một liều đơn ezetimibe 10 mg đã dẫn đến tăng gấp 3,4 lần (trong khoảng 2,3-7,9 lần) về AUC trung bình đối với nồng độ ezetimibe toàn phần so với nhóm đối tượng đối chứng khỏe mạnh dùng ezetimibe đơn độc, từ một nghiên cứu khác (n = 17). Trong một nghiên cứu khác, một bệnh nhân ghép thận bị suy thận nặng dùng ciclosporin và nhiều thuốc khác, đã cho thấy nồng độ ezetimibe toàn phần cao hơn gấp 12 lần so với các đối tượng đối chứng dùng ezetimibe đơn độc. Trong một nghiên cứu bắt chéo 2 giai đoạn ở 12 đối tượng khỏe mạnh, dùng ezetimibe 20 mg/ngày trong 8 ngày với một liều ciclosporin 100 mg vào ngày thứ 7 đã dẫn đến tăng AUC của ciclosporin trung bình 15% (trong khoảng giảm 10% đến tăng 51%) so với một liều đơn ciclosporin 100 mg. Một nghiên cứu có đối chứng về ảnh hưởng của việc dùng đồng thời ezetimibe đối với sự tiếp xúc ciclosporin ở bệnh nhân ghép thận chưa được thực hiện. xyxy=(42,532,538,613)
subsection-heading: Bệnh đái tháo đường xyxy=(42,16,122,26)
subsection-heading: Các phối hợp không khuyến cáo xyxy=(42,613,164,622)
table-cell: 10 mg, liều đơn xyxy=(368,1350,453,1361)
table-cell: ↓ 20% xyxy=(1012,20,1068,31)
table-row xyxy=(43,1394,538,1413)
body-paragraph: Trong các thử nghiệm lâm sàng, CPK > 10 lần ULN đã được báo cáo đối với 4 trong số 1.674 bệnh nhân (0,2%) dùng ezetimibe đơn độc so với 1 trong số 786 bệnh nhân (0,1%) dùng giả dược, và đối với 1 trong số 917 bệnh nhân (0,1%) dùng đồng thời ezetimibe và statin so với 4 trong số 929 bệnh nhân (0,4%) dùng statin đơn độc. Không có sự gia tăng bệnh cơ hoặc tiêu cơ vân liên quan đến ezetimibe so với nhánh đối chứng có liên quan (giả dược hoặc statin đơn độc) (xem phần Cảnh báo và thận trọng khi dùng thuốc). xyxy=(558,1110,1068,1147)
subsection-heading: Chống chỉ định xyxy=(42,485,99,495)
body-paragraph: Trong các nghiên cứu về tương tác lâm sàng, ezetimibe không ảnh hưởng đến dược động học của thuốc tránh thai đường uống (ethinyl estradiol và levonorgestrel). xyxy=(42,1080,538,1098)
table-cell: ↑ gấp 2,7 lần xyxy=(453,1350,538,1361)
table-cell: bệnh đái tháo đường¹,² xyxy=(624,367,694,386)
table-cell xyxy=(693,635,828,654)
body-paragraph: Ciclosporin: Xem phần chống chỉ định và tương tác thuốc. xyxy=(42,157,262,167)
table-cell: ↔ xyxy=(453,1531,538,1542)
table-cell: 20 mg, 1 lần/ngày, 7 ngày xyxy=(368,1414,453,1433)
table-cell: Fosamprenavir 700 mg/ritonavir 100 mg, 2 lần/ngày, 8 ngày xyxy=(43,1520,368,1531)
table-cell: Fluconazol 200 mg, 1 lần/ngày, 11 ngày xyxy=(559,9,895,20)
table-cell: Rối loạn tâm thần xyxy=(559,414,624,433)
table-cell: 40 mg, 7 ngày xyxy=(368,1531,453,1542)
body-paragraph: Thuốc kháng acid: Sử dụng đồng thời rosuvastatin với hỗn dịch kháng acid có chứa nhôm và magnesi hydroxid đã dẫn đến giảm nồng độ rosuvastatin trong huyết tương khoảng 50%. Tác dụng này đã được giảm bớt khi thuốc kháng acid được dùng 2 giờ sau khi dùng rosuvastatin. Ý nghĩa lâm sàng của tương tác này chưa được nghiên cứu. xyxy=(42,843,538,870)
table-cell: 5 mg, liều đơn xyxy=(368,1316,453,1327)
table-row xyxy=(559,387,1068,415)
body-paragraph: Các tác dụng phụ sau đây đã được báo cáo với một số statin: xyxy=(558,1007,791,1017)
table-cell xyxy=(883,718,933,754)
table-row xyxy=(559,591,1068,635)
table-cell: bệnh đa dây thần kinh², mất trí nhớ² xyxy=(883,434,933,462)
table-cell: Rối loạn tiêu hóa xyxy=(559,500,624,536)
table-cell: Ritonavir 100 mg, 1 lần/ngày/dasabuvir 400 mg, 2 lần/ngày, 14 ngày xyxy=(43,1372,368,1383)
table-cell xyxy=(883,473,933,501)
table-header-cell: Không rõ xyxy=(933,276,1067,304)
table-cell xyxy=(624,635,694,654)
section-heading: Medreich Limited (Unit 3) xyxy=(558,1503,668,1513)
table-row xyxy=(559,304,1068,332)
table-cell xyxy=(883,414,933,433)
table-cell xyxy=(453,1372,538,1383)
section-heading: ĐIỀU KIỆN BẢO QUẢN, HẠN DÙNG, TIÊU CHUẨN CHẤT LƯỢNG CỦA THUỐC xyxy=(558,1420,871,1430)
table-row xyxy=(43,1445,538,1456)
subsection-heading: Rosuvastatin xyxy=(42,350,91,360)
